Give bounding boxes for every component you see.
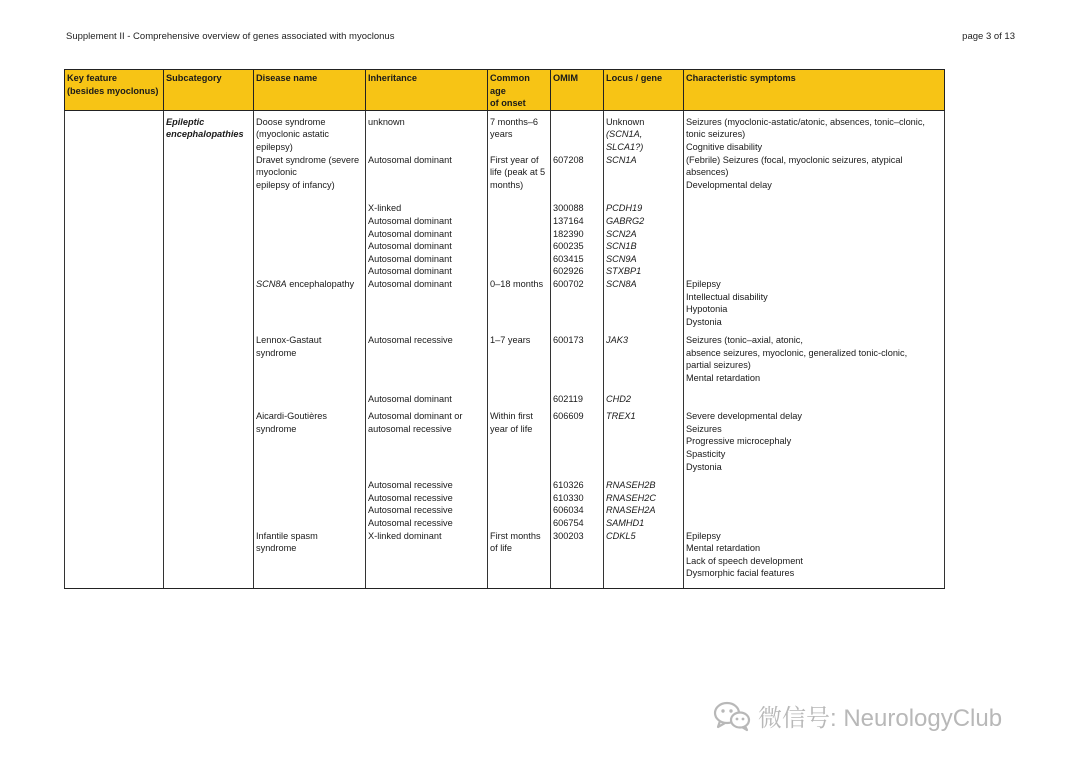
cell-symptoms — [684, 110, 945, 153]
cell-disease-name — [254, 492, 366, 505]
cell-symptoms — [684, 253, 945, 266]
cell-subcategory — [164, 228, 254, 241]
cell-omim — [551, 334, 604, 392]
cell-locus — [604, 278, 684, 334]
cell-omim — [551, 265, 604, 278]
cell-onset-text: 0–18 months — [490, 278, 544, 289]
table-row — [65, 393, 945, 411]
cell-onset — [488, 517, 551, 530]
cell-key-feature — [65, 393, 164, 411]
cell-onset-text: 7 months–6 years — [490, 116, 539, 140]
cell-onset — [488, 393, 551, 411]
cell-locus-text: RNASEH2B — [606, 480, 656, 491]
cell-locus — [604, 110, 684, 153]
cell-inheritance — [366, 215, 488, 228]
cell-disease-name — [254, 393, 366, 411]
cell-locus — [604, 202, 684, 215]
cell-inheritance-text: Autosomal dominant or autosomal recessive — [368, 411, 463, 434]
watermark-text: 微信号: NeurologyClub — [758, 705, 1003, 732]
cell-omim — [551, 215, 604, 228]
cell-onset — [488, 215, 551, 228]
cell-locus — [604, 393, 684, 411]
cell-symptoms-text: Epilepsy Intellectual disability Hypotonia Dystonia — [686, 278, 768, 327]
cell-omim-text: 603415 — [553, 253, 584, 264]
col-header-onset — [488, 70, 551, 111]
cell-inheritance — [366, 253, 488, 266]
col-header-label: Locus / gene — [606, 73, 663, 83]
cell-subcategory — [164, 530, 254, 589]
cell-onset-text: First year of life (peak at 5 months) — [490, 154, 546, 190]
col-header-label: Disease name — [256, 73, 318, 83]
cell-onset — [488, 504, 551, 517]
cell-symptoms-text: Seizures (myoclonic-astatic/atonic, absences, tonic–clonic, tonic seizures) Cognitive disability — [686, 116, 925, 152]
cell-onset — [488, 530, 551, 589]
cell-onset — [488, 253, 551, 266]
cell-inheritance-text: Autosomal dominant — [368, 253, 452, 264]
cell-key-feature — [65, 202, 164, 215]
cell-omim — [551, 253, 604, 266]
table-row — [65, 517, 945, 530]
cell-onset — [488, 110, 551, 153]
cell-symptoms — [684, 492, 945, 505]
cell-disease-name — [254, 479, 366, 492]
cell-inheritance — [366, 410, 488, 479]
cell-inheritance-text: Autosomal recessive — [368, 480, 453, 491]
cell-subcategory — [164, 504, 254, 517]
cell-disease-name — [254, 154, 366, 203]
col-header-label: Characteristic symptoms — [686, 73, 796, 83]
cell-locus-text: GABRG2 — [606, 215, 645, 226]
document-title: Supplement II - Comprehensive overview of genes associated with myoclonus — [66, 31, 395, 42]
cell-locus — [604, 154, 684, 203]
cell-disease-name-text: Dravet syndrome (severe myoclonic epilepsy of infancy) — [256, 154, 360, 190]
cell-inheritance — [366, 479, 488, 492]
cell-omim-text: 606609 — [553, 411, 584, 422]
cell-locus — [604, 504, 684, 517]
col-header-inheritance — [366, 70, 488, 111]
table-row — [65, 154, 945, 203]
cell-omim — [551, 228, 604, 241]
cell-omim — [551, 240, 604, 253]
cell-omim-text: 600235 — [553, 241, 584, 252]
cell-symptoms — [684, 530, 945, 589]
cell-locus-text: RNASEH2C — [606, 492, 657, 503]
cell-locus — [604, 517, 684, 530]
cell-disease-name-text: Doose syndrome (myoclonic astatic epilepsy) — [256, 116, 330, 152]
table-row — [65, 202, 945, 215]
cell-onset — [488, 334, 551, 392]
watermark — [712, 698, 1002, 733]
cell-inheritance — [366, 334, 488, 392]
cell-inheritance — [366, 504, 488, 517]
cell-locus-text: SCN2A — [606, 228, 637, 239]
table-row — [65, 479, 945, 492]
cell-locus — [604, 215, 684, 228]
cell-key-feature — [65, 517, 164, 530]
cell-disease-name — [254, 202, 366, 215]
cell-omim-text: 610330 — [553, 492, 584, 503]
cell-inheritance-text: Autosomal dominant — [368, 241, 452, 252]
cell-locus-text: JAK3 — [606, 335, 628, 346]
cell-subcategory — [164, 393, 254, 411]
cell-key-feature — [65, 265, 164, 278]
cell-subcategory — [164, 240, 254, 253]
cell-locus-text: CDKL5 — [606, 530, 636, 541]
cell-subcategory-text: Epileptic encephalopathies — [166, 116, 244, 140]
cell-symptoms — [684, 215, 945, 228]
col-header-locus — [604, 70, 684, 111]
cell-disease-name-text: Lennox-Gastaut syndrome — [256, 335, 322, 358]
cell-key-feature — [65, 410, 164, 479]
cell-omim — [551, 530, 604, 589]
page-number: page 3 of 13 — [962, 31, 1015, 42]
cell-locus — [604, 410, 684, 479]
cell-locus — [604, 492, 684, 505]
cell-disease-name — [254, 110, 366, 153]
cell-subcategory — [164, 202, 254, 215]
cell-locus — [604, 334, 684, 392]
cell-disease-name — [254, 334, 366, 392]
cell-disease-name — [254, 265, 366, 278]
cell-omim-text: 300088 — [553, 203, 584, 214]
cell-inheritance-text: Autosomal dominant — [368, 228, 452, 239]
cell-symptoms-text: Severe developmental delay Seizures Progressive microcephaly Spasticity Dystonia — [686, 411, 802, 472]
cell-symptoms — [684, 479, 945, 492]
cell-disease-name-text: Infantile spasm syndrome — [256, 530, 318, 554]
cell-symptoms-text: Epilepsy Mental retardation Lack of speech development Dysmorphic facial features — [686, 530, 803, 579]
cell-inheritance-text: Autosomal recessive — [368, 505, 453, 516]
cell-subcategory — [164, 154, 254, 203]
cell-omim — [551, 202, 604, 215]
cell-locus — [604, 240, 684, 253]
cell-disease-name — [254, 504, 366, 517]
table-row — [65, 110, 945, 153]
col-header-disease-name — [254, 70, 366, 111]
cell-omim — [551, 410, 604, 479]
cell-locus-text: STXBP1 — [606, 266, 642, 277]
cell-omim — [551, 492, 604, 505]
col-header-label: Key feature (besides myoclonus) — [67, 73, 159, 96]
cell-omim-text: 602119 — [553, 393, 583, 404]
cell-symptoms — [684, 228, 945, 241]
table-row — [65, 278, 945, 334]
cell-disease-name — [254, 278, 366, 334]
cell-inheritance — [366, 154, 488, 203]
col-header-symptoms — [684, 70, 945, 111]
cell-subcategory — [164, 215, 254, 228]
cell-omim-text: 300203 — [553, 530, 584, 541]
cell-inheritance-text: X-linked — [368, 203, 402, 214]
cell-symptoms — [684, 265, 945, 278]
cell-inheritance-text: Autosomal dominant — [368, 278, 452, 289]
col-header-label: Subcategory — [166, 73, 222, 83]
cell-omim-text: 137164 — [553, 215, 584, 226]
cell-omim — [551, 504, 604, 517]
cell-key-feature — [65, 154, 164, 203]
cell-locus — [604, 530, 684, 589]
cell-locus-text: SCN1A — [606, 154, 637, 165]
table-row — [65, 228, 945, 241]
cell-inheritance — [366, 240, 488, 253]
table-row — [65, 253, 945, 266]
cell-symptoms-text: (Febrile) Seizures (focal, myoclonic seizures, atypical absences) Developmental delay — [686, 154, 903, 190]
cell-onset-text: First months of life — [490, 530, 541, 554]
cell-omim — [551, 479, 604, 492]
table-row — [65, 504, 945, 517]
cell-key-feature — [65, 228, 164, 241]
cell-locus — [604, 253, 684, 266]
cell-inheritance-text: Autosomal dominant — [368, 266, 452, 277]
cell-locus-text: Unknown (SCN1A, SLCA1?) — [606, 116, 645, 152]
cell-inheritance — [366, 517, 488, 530]
cell-omim-text: 600702 — [553, 278, 584, 289]
cell-symptoms — [684, 154, 945, 203]
cell-symptoms — [684, 410, 945, 479]
cell-disease-name — [254, 228, 366, 241]
cell-disease-name — [254, 517, 366, 530]
cell-disease-name — [254, 410, 366, 479]
cell-inheritance — [366, 492, 488, 505]
cell-locus — [604, 228, 684, 241]
cell-inheritance-text: Autosomal dominant — [368, 154, 452, 165]
cell-symptoms — [684, 278, 945, 334]
cell-locus-text: TREX1 — [606, 411, 636, 422]
col-header-label: OMIM — [553, 73, 579, 83]
table-row — [65, 530, 945, 589]
cell-inheritance-text: X-linked dominant — [368, 530, 442, 541]
cell-subcategory — [164, 110, 254, 153]
cell-inheritance — [366, 265, 488, 278]
cell-inheritance — [366, 393, 488, 411]
cell-onset — [488, 410, 551, 479]
cell-locus-text: SCN8A — [606, 278, 637, 289]
cell-onset — [488, 265, 551, 278]
cell-subcategory — [164, 410, 254, 479]
cell-omim — [551, 154, 604, 203]
cell-onset — [488, 228, 551, 241]
cell-onset-text: 1–7 years — [490, 335, 531, 346]
cell-omim — [551, 278, 604, 334]
cell-key-feature — [65, 278, 164, 334]
cell-subcategory — [164, 278, 254, 334]
table-row — [65, 334, 945, 392]
cell-symptoms — [684, 504, 945, 517]
cell-symptoms — [684, 240, 945, 253]
cell-locus-text: PCDH19 — [606, 203, 643, 214]
cell-inheritance — [366, 530, 488, 589]
cell-symptoms-text: Seizures (tonic–axial, atonic, absence seizures, myoclonic, generalized tonic-clonic, partial seizures) Mental retardation — [686, 335, 908, 384]
cell-locus-text: SCN1B — [606, 241, 637, 252]
cell-omim-text: 602926 — [553, 266, 584, 277]
cell-omim-text: 606034 — [553, 505, 584, 516]
cell-locus-text: SAMHD1 — [606, 518, 645, 528]
cell-onset-text: Within first year of life — [490, 411, 533, 434]
cell-omim — [551, 393, 604, 411]
col-header-label: Inheritance — [368, 73, 418, 83]
table-row — [65, 410, 945, 479]
cell-locus — [604, 265, 684, 278]
cell-key-feature — [65, 492, 164, 505]
cell-disease-name — [254, 530, 366, 589]
cell-onset — [488, 278, 551, 334]
wechat-icon — [712, 700, 752, 732]
cell-locus — [604, 479, 684, 492]
cell-key-feature — [65, 334, 164, 392]
cell-inheritance — [366, 278, 488, 334]
cell-key-feature — [65, 253, 164, 266]
cell-omim — [551, 110, 604, 153]
cell-onset — [488, 479, 551, 492]
cell-disease-name — [254, 215, 366, 228]
table-row — [65, 240, 945, 253]
cell-inheritance-text: Autosomal dominant — [368, 215, 452, 226]
cell-disease-name — [254, 253, 366, 266]
table-row — [65, 215, 945, 228]
cell-omim-text: 600173 — [553, 335, 584, 346]
cell-inheritance — [366, 228, 488, 241]
cell-disease-name-text: encephalopathy — [286, 278, 355, 289]
genes-table — [64, 69, 945, 589]
cell-symptoms — [684, 393, 945, 411]
cell-omim — [551, 517, 604, 530]
cell-key-feature — [65, 530, 164, 589]
cell-onset — [488, 154, 551, 203]
cell-symptoms — [684, 202, 945, 215]
col-header-omim — [551, 70, 604, 111]
cell-inheritance-text: Autosomal recessive — [368, 335, 453, 346]
cell-disease-name — [254, 240, 366, 253]
table-row — [65, 492, 945, 505]
cell-omim-text: 607208 — [553, 154, 584, 165]
cell-key-feature — [65, 215, 164, 228]
cell-disease-name-text: Aicardi-Goutières syndrome — [256, 411, 327, 434]
cell-onset — [488, 240, 551, 253]
cell-onset — [488, 202, 551, 215]
cell-inheritance-text: Autosomal recessive — [368, 518, 453, 528]
cell-locus-text: SCN9A — [606, 253, 637, 264]
cell-locus-text: RNASEH2A — [606, 505, 656, 516]
table-body — [65, 110, 945, 588]
cell-key-feature — [65, 479, 164, 492]
cell-omim-text: 182390 — [553, 228, 584, 239]
cell-key-feature — [65, 110, 164, 153]
cell-omim-text: 610326 — [553, 480, 584, 491]
cell-subcategory — [164, 265, 254, 278]
cell-subcategory — [164, 492, 254, 505]
cell-subcategory — [164, 253, 254, 266]
cell-inheritance-text: Autosomal dominant — [368, 393, 452, 404]
cell-inheritance — [366, 202, 488, 215]
col-header-key-feature — [65, 70, 164, 111]
cell-inheritance-text: Autosomal recessive — [368, 492, 453, 503]
table-row — [65, 265, 945, 278]
cell-onset — [488, 492, 551, 505]
gene-name-inline: SCN8A — [256, 278, 287, 289]
col-header-subcategory — [164, 70, 254, 111]
col-header-label: Common age of onset — [490, 73, 530, 109]
cell-subcategory — [164, 517, 254, 530]
cell-subcategory — [164, 334, 254, 392]
cell-inheritance-text: unknown — [368, 116, 405, 127]
cell-inheritance — [366, 110, 488, 153]
cell-locus-text: CHD2 — [606, 393, 632, 404]
cell-symptoms — [684, 517, 945, 530]
cell-omim-text: 606754 — [553, 518, 584, 528]
cell-key-feature — [65, 240, 164, 253]
table-header-row — [65, 70, 945, 111]
cell-key-feature — [65, 504, 164, 517]
cell-symptoms — [684, 334, 945, 392]
cell-subcategory — [164, 479, 254, 492]
